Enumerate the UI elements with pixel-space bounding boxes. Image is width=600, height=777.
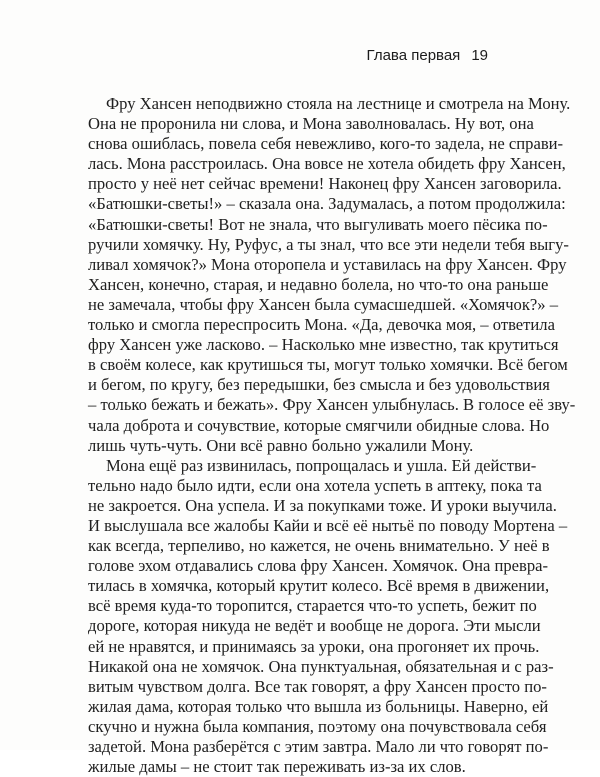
text-line: «Батюшки-светы!» – сказала она. Задумалась, а потом продолжила:	[88, 194, 566, 214]
text-line: голове эхом отдавались слова фру Хансен. Хомячок. Она превра-	[88, 556, 549, 576]
text-line: Мона ещё раз извинилась, попрощалась и ушла. Ей действи-	[106, 455, 537, 475]
text-line: задетой. Мона разберётся с этим завтра. Мало ли что говорят по-	[88, 737, 549, 756]
text-line: «Батюшки-светы! Вот не знала, что выгуливать моего пёсика по-	[88, 214, 548, 234]
text-line: Хансен, конечно, старая, и недавно болела, но что-то она раньше	[88, 274, 549, 294]
text-line: Она не проронила ни слова, и Мона заволновалась. Ну вот, она	[88, 114, 534, 134]
text-line: как всегда, терпеливо, но кажется, не очень внимательно. У неё в	[88, 536, 550, 556]
text-line: только и смогла переспросить Мона. «Да, девочка моя, – ответила	[88, 315, 555, 335]
text-line: витым чувством долга. Все так говорят, а фру Хансен просто по-	[88, 676, 547, 696]
text-line: дороге, которая никуда не ведёт и вообще не дорога. Эти мысли	[88, 616, 541, 636]
paragraph	[88, 94, 576, 456]
chapter-title: Глава первая	[366, 47, 461, 64]
text-line: ей не нравятся, и принимаясь за уроки, она прогоняет их прочь.	[88, 636, 540, 656]
text-line: тилась в хомячка, который крутит колесо. Всё время в движении,	[88, 576, 550, 596]
text-line: Никакой она не хомячок. Она пунктуальная, обязательная и с раз-	[88, 656, 554, 676]
page-number: 19	[471, 47, 488, 64]
text-line: жилые дамы – не стоит так переживать из-за их слов.	[88, 757, 466, 777]
body-text	[88, 94, 576, 777]
text-line: фру Хансен уже ласково. – Насколько мне известно, так крутиться	[88, 335, 559, 355]
text-line: тельно надо было идти, если она хотела успеть в аптеку, пока та	[88, 475, 542, 495]
text-line: – только бежать и бежать». Фру Хансен улыбнулась. В голосе её зву-	[88, 395, 576, 415]
text-line: И выслушала все жалобы Кайи и всё её нытьё по поводу Мортена –	[88, 515, 568, 535]
running-header	[367, 47, 488, 64]
text-line: лишь чуть-чуть. Они всё равно больно ужалили Мону.	[88, 435, 474, 455]
text-line: не закроется. Она успела. И за покупками тоже. И уроки выучила.	[88, 495, 557, 515]
text-line: лась. Мона расстроилась. Она вовсе не хотела обидеть фру Хансен,	[88, 154, 566, 174]
text-line: жилая дама, которая только что вышла из больницы. Наверно, ей	[88, 696, 549, 716]
text-line: не замечала, чтобы фру Хансен была сумасшедшей. «Хомячок?» –	[88, 294, 559, 314]
text-line: ручили хомячку. Ну, Руфус, а ты знал, что все эти недели тебя выгу-	[88, 234, 569, 254]
text-line: снова ошиблась, повела себя невежливо, кого-то задела, не справи-	[88, 134, 564, 154]
text-line: всё время куда-то торопится, старается что-то успеть, бежит по	[88, 596, 537, 616]
paragraph	[88, 455, 568, 777]
text-line: чала доброта и сочувствие, которые смягчили обидные слова. Но	[88, 415, 550, 435]
text-line: и бегом, по кругу, без передышки, без смысла и без удовольствия	[88, 375, 550, 395]
text-line: скучно и нужна была компания, поэтому она почувствовала себя	[88, 716, 547, 736]
text-line: Фру Хансен неподвижно стояла на лестнице и смотрела на Мону.	[106, 94, 571, 113]
text-line: просто у неё нет сейчас времени! Наконец фру Хансен заговорила.	[88, 174, 562, 194]
text-line: ливал хомячок?» Мона оторопела и уставилась на фру Хансен. Фру	[88, 254, 567, 274]
text-line: в своём колесе, как крутишься ты, могут только хомячки. Всё бегом	[88, 355, 568, 375]
